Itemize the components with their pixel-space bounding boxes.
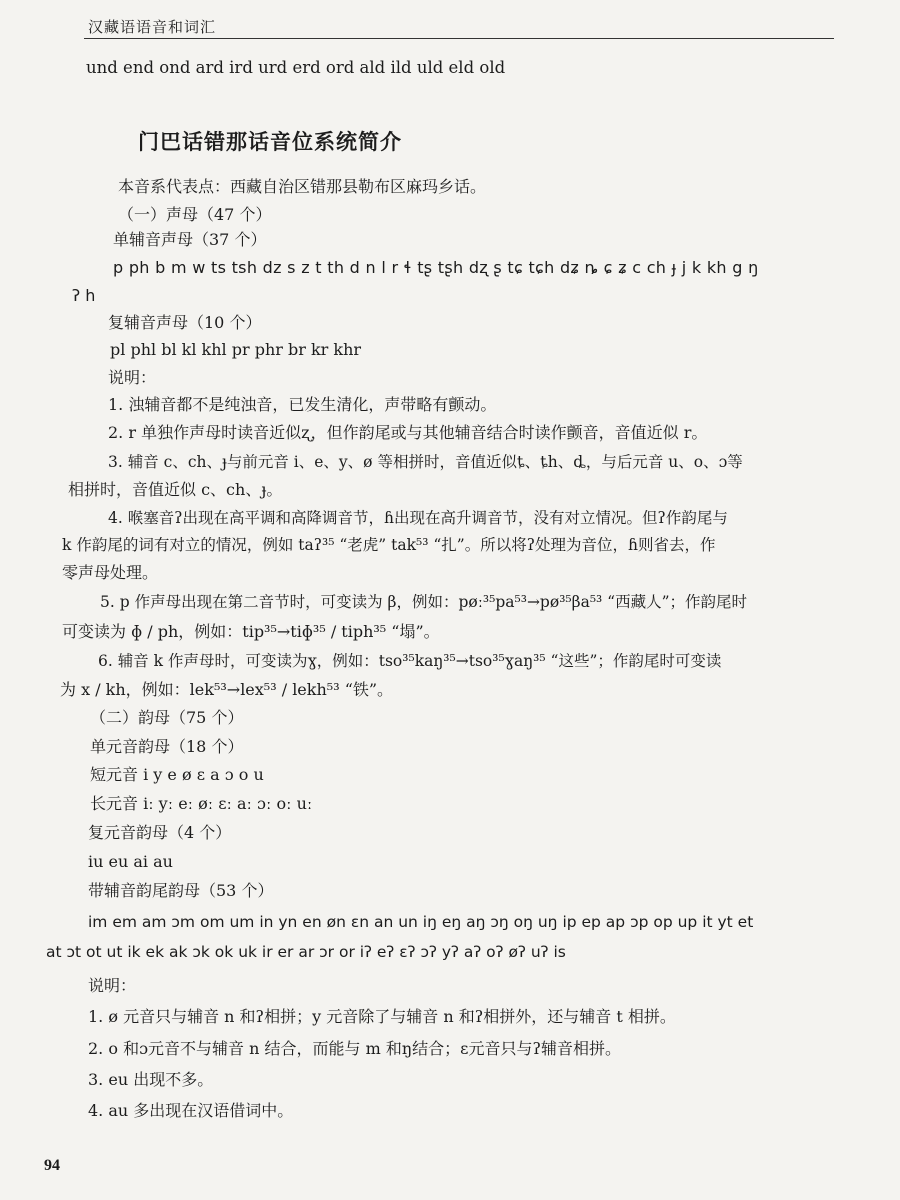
text-line: 本音系代表点：西藏自治区错那县勒布区麻玛乡话。	[118, 177, 487, 196]
text-line: 单辅音声母（37 个）	[113, 230, 267, 249]
note-line: 2. r 单独作声母时读音近似ʐ，但作韵尾或与其他辅音结合时读作颤音，音值近似 r。	[108, 423, 708, 442]
header-rule	[84, 38, 834, 39]
text-line: 单元音韵母（18 个）	[90, 737, 244, 756]
vowel-line: 长元音 iː yː eː øː ɛː aː ɔː oː uː	[90, 794, 313, 813]
note-line: 3. 辅音 c、ch、ɟ与前元音 i、e、y、ø 等相拼时，音值近似ȶ、ȶh、ȡ，与后元音 u、o、ɔ等	[108, 453, 743, 471]
note-line: 3. eu 出现不多。	[88, 1070, 214, 1089]
note-line: 4. au 多出现在汉语借词中。	[88, 1101, 294, 1120]
note-line: 5. p 作声母出现在第二音节时，可变读为 β，例如：pøː³⁵pa⁵³→pø³⁵βa⁵³ “西藏人”；作韵尾时	[100, 593, 748, 611]
note-line: k 作韵尾的词有对立的情况，例如 taʔ³⁵ “老虎” tak⁵³ “扎”。所以将ʔ处理为音位，ɦ则省去，作	[62, 536, 716, 554]
rhyme-list-cont: at ɔt ot ut ik ek ak ɔk ok uk ir er ar ɔr or iʔ eʔ ɛʔ ɔʔ yʔ aʔ oʔ øʔ uʔ is	[46, 943, 566, 961]
section-title: 门巴话错那话音位系统简介	[138, 130, 402, 154]
note-line: 零声母处理。	[62, 563, 159, 582]
continued-rhyme-list: und end ond ard ird urd erd ord ald ild uld eld old	[86, 58, 506, 77]
text-line: 复辅音声母（10 个）	[108, 313, 262, 332]
page-number: 94	[44, 1157, 60, 1174]
text-line: 说明：	[88, 976, 137, 995]
note-line: 1. 浊辅音都不是纯浊音，已发生清化，声带略有颤动。	[108, 395, 497, 414]
rhyme-list: im em am ɔm om um in yn en øn ɛn an un iŋ eŋ aŋ ɔŋ oŋ uŋ ip ep ap ɔp op up it yt et	[88, 913, 754, 931]
text-line: （一）声母（47 个）	[118, 205, 272, 224]
vowel-line: 短元音 i y e ø ɛ a ɔ o u	[90, 765, 264, 784]
consonant-list: p ph b m w ts tsh dz s z t th d n l r ɬ tʂ tʂh dʐ ʂ tɕ tɕh dʑ ȵ ɕ ʑ c ch ɟ j k kh g ŋ	[113, 258, 759, 277]
text-line: 说明：	[108, 368, 157, 387]
note-line: 为 x / kh，例如：lek⁵³→lex⁵³ / lekh⁵³ “铁”。	[60, 680, 394, 699]
note-line: 可变读为 ɸ / ph，例如：tip³⁵→tiɸ³⁵ / tiph³⁵ “塌”。	[62, 622, 440, 641]
cluster-list: pl phl bl kl khl pr phr br kr khr	[110, 340, 362, 359]
text-line: 带辅音韵尾韵母（53 个）	[88, 881, 274, 900]
consonant-list-cont: ʔ h	[72, 286, 96, 305]
note-line: 1. ø 元音只与辅音 n 和ʔ相拼；y 元音除了与辅音 n 和ʔ相拼外，还与辅音 t 相拼。	[88, 1007, 676, 1026]
note-line: 相拼时，音值近似 c、ch、ɟ。	[68, 480, 283, 499]
diphthong-list: iu eu ai au	[88, 852, 173, 871]
text-line: 复元音韵母（4 个）	[88, 823, 232, 842]
running-header: 汉藏语语音和词汇	[88, 18, 217, 36]
text-line: （二）韵母（75 个）	[90, 708, 244, 727]
note-line: 2. o 和ɔ元音不与辅音 n 结合，而能与 m 和ŋ结合；ɛ元音只与ʔ辅音相拼。	[88, 1039, 622, 1058]
note-line: 4. 喉塞音ʔ出现在高平调和高降调音节，ɦ出现在高升调音节，没有对立情况。但ʔ作韵尾与	[108, 509, 728, 527]
note-line: 6. 辅音 k 作声母时，可变读为ɣ，例如：tso³⁵kaŋ³⁵→tso³⁵ɣaŋ³⁵ “这些”；作韵尾时可变读	[98, 652, 722, 670]
